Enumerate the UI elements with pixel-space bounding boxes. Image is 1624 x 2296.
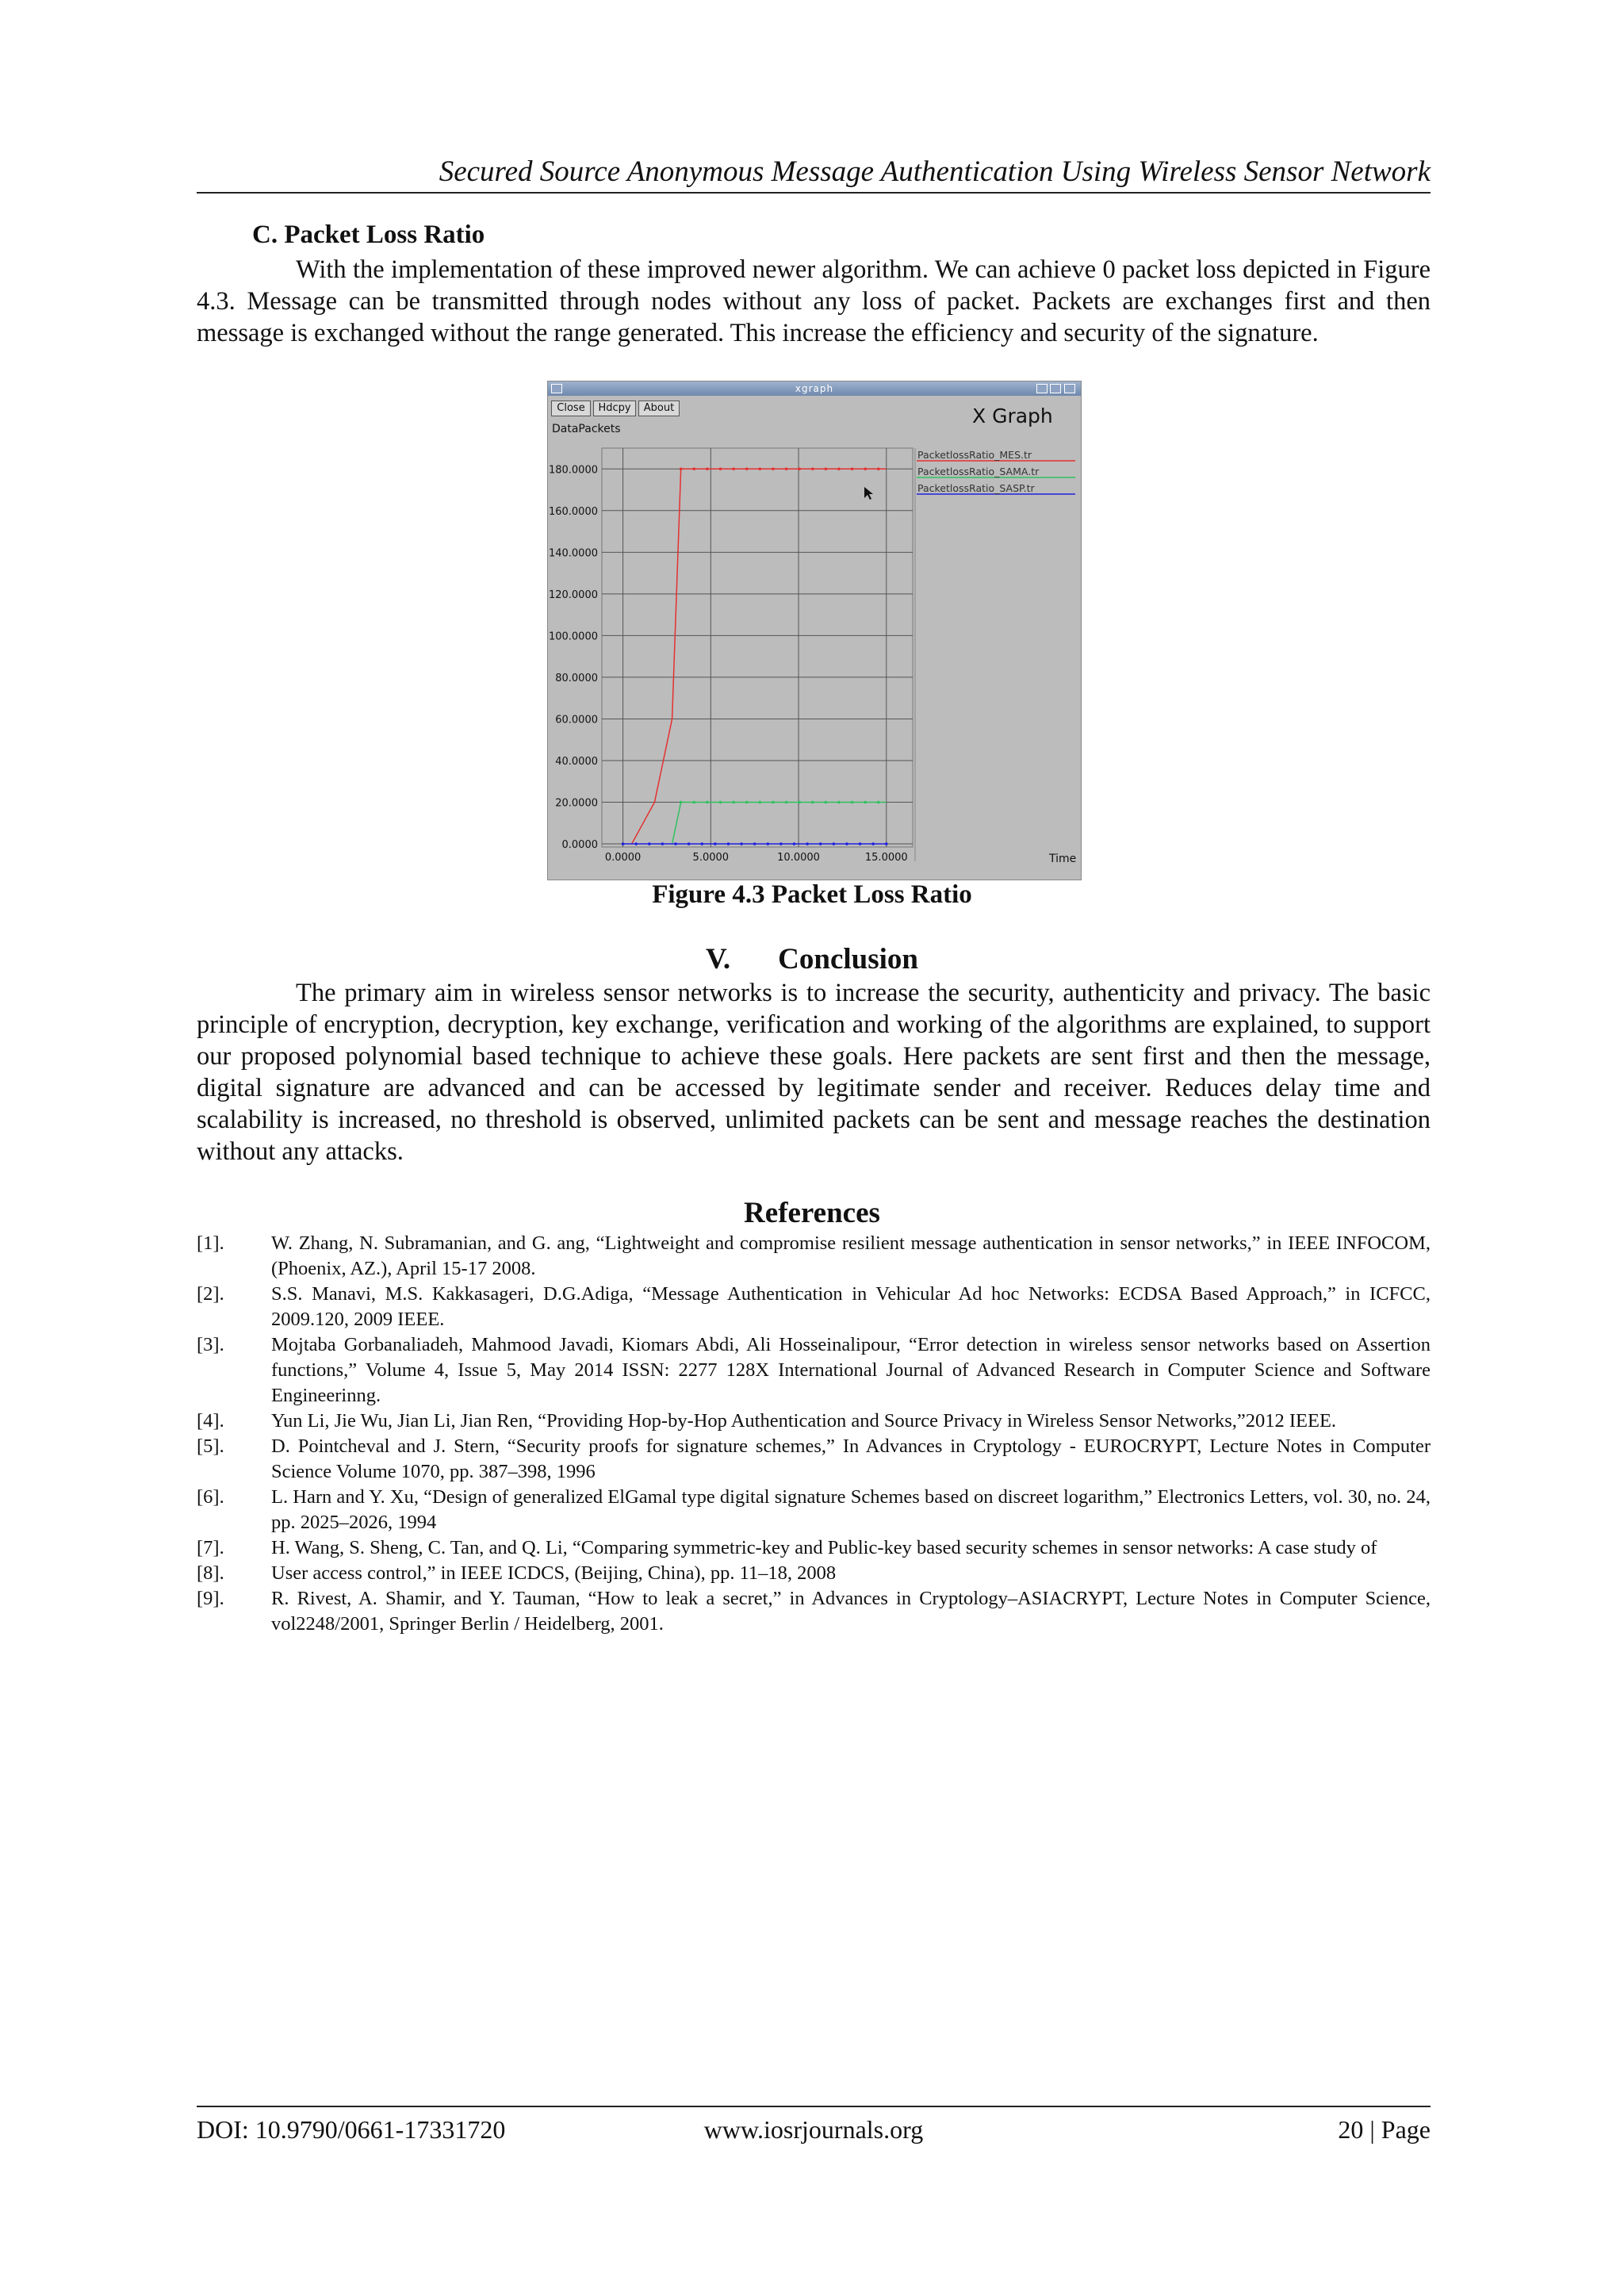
y-tick-label: 40.0000: [555, 755, 598, 768]
data-point: [877, 801, 880, 804]
reference-text: Mojtaba Gorbanaliadeh, Mahmood Javadi, Kiomars Abdi, Ali Hosseinalipour, “Error detection in wireless sensor networks based on Assertion functions,” Volume 4, Issue 5, May 2014 ISSN: 2277 128X International Journal of Advanced Research in Computer Science and Software Engineerinng.: [271, 1334, 1431, 1406]
y-tick-label: 100.0000: [548, 631, 598, 643]
x-tick-label: 15.0000: [864, 852, 908, 864]
reference-text: User access control,” in IEEE ICDCS, (Beijing, China), pp. 11–18, 2008: [271, 1562, 837, 1584]
reference-text: S.S. Manavi, M.S. Kakkasageri, D.G.Adiga, “Message Authentication in Vehicular Ad hoc Networks: ECDSA Based Approach,” in ICFCC, 2009.120, 2009 IEEE.: [271, 1283, 1431, 1330]
data-point: [732, 467, 735, 470]
data-point: [766, 842, 769, 845]
reference-number: [5].: [197, 1435, 224, 1457]
y-tick-label: 140.0000: [548, 547, 598, 560]
data-point: [759, 801, 762, 804]
reference-text: R. Rivest, A. Shamir, and Y. Tauman, “How to leak a secret,” in Advances in Cryptology–ASIACRYPT, Lecture Notes in Computer Science, vol2248/2001, Springer Berlin / Heidelberg, 2001.: [271, 1588, 1431, 1635]
reference-item: [197, 1561, 1431, 1586]
data-point: [851, 467, 854, 470]
x-axis-label: Time: [1049, 853, 1077, 865]
data-point: [825, 801, 828, 804]
data-point: [706, 467, 709, 470]
data-point: [785, 801, 788, 804]
legend-label: PacketlossRatio_SASP.tr: [917, 482, 1035, 494]
section-c-paragraph: With the implementation of these improved newer algorithm. We can achieve 0 packet loss depicted in Figure 4.3. Message can be transmitted through nodes without any loss of packet. Packets are exchanges first and then message is exchanged without the range generated. This increase the efficiency and security of the signature.: [197, 255, 1431, 347]
legend-label: PacketlossRatio_SAMA.tr: [917, 466, 1040, 477]
xgraph-logo: X Graph: [972, 404, 1053, 427]
reference-item: [197, 1332, 1431, 1409]
data-point: [680, 467, 683, 470]
data-point: [819, 842, 822, 845]
y-tick-label: 80.0000: [555, 672, 598, 684]
reference-number: [3].: [197, 1334, 224, 1355]
data-point: [706, 801, 709, 804]
reference-item: [197, 1282, 1431, 1332]
references-list: [197, 1231, 1431, 1637]
reference-text: L. Harn and Y. Xu, “Design of generalized ElGamal type digital signature Schemes based on discreet logarithm,” Electronics Letters, vol. 30, no. 24, pp. 2025–2026, 1994: [271, 1486, 1431, 1533]
running-header: [197, 152, 1431, 194]
y-tick-label: 0.0000: [561, 839, 598, 852]
data-point: [692, 467, 695, 470]
data-point: [859, 842, 862, 845]
data-point: [740, 842, 743, 845]
data-point: [851, 801, 854, 804]
data-point: [864, 801, 867, 804]
y-tick-label: 60.0000: [555, 714, 598, 726]
data-point: [811, 467, 814, 470]
data-point: [719, 801, 722, 804]
footer-website: www.iosrjournals.org: [703, 2115, 924, 2144]
data-point: [871, 842, 875, 845]
data-point: [732, 801, 735, 804]
series-line-1: [672, 803, 887, 845]
reference-number: [6].: [197, 1486, 224, 1508]
references-title: References: [744, 1197, 880, 1229]
data-point: [745, 801, 749, 804]
data-point: [759, 467, 762, 470]
data-point: [753, 842, 756, 845]
data-point: [885, 842, 888, 845]
data-point: [700, 842, 703, 845]
mouse-cursor-icon: [864, 487, 873, 500]
y-tick-label: 180.0000: [548, 464, 598, 477]
x-tick-label: 5.0000: [692, 852, 730, 864]
plot-frame: [602, 448, 913, 847]
reference-number: [8].: [197, 1562, 224, 1584]
xgraph-window: [547, 381, 1082, 880]
conclusion-number: V.: [705, 943, 731, 976]
data-point: [692, 801, 695, 804]
reference-number: [2].: [197, 1283, 224, 1305]
data-point: [779, 842, 783, 845]
reference-item: [197, 1434, 1431, 1485]
x-tick-label: 0.0000: [604, 852, 642, 864]
reference-item: [197, 1586, 1431, 1637]
data-point: [798, 801, 801, 804]
xgraph-window-title: xgraph: [795, 383, 834, 394]
data-point: [785, 467, 788, 470]
reference-item: [197, 1409, 1431, 1434]
page-footer: [197, 2106, 1431, 2144]
data-point: [877, 467, 880, 470]
y-tick-label: 160.0000: [548, 505, 598, 518]
data-point: [837, 801, 841, 804]
data-point: [837, 467, 841, 470]
reference-item: [197, 1231, 1431, 1282]
data-point: [714, 842, 717, 845]
legend-label: PacketlossRatio_MES.tr: [917, 449, 1032, 461]
reference-text: H. Wang, S. Sheng, C. Tan, and Q. Li, “Comparing symmetric-key and Public-key based security schemes in sensor networks: A case study of: [271, 1537, 1377, 1558]
about-button[interactable]: About: [638, 401, 680, 416]
packet-loss-chart: [548, 381, 1081, 880]
data-point: [811, 801, 814, 804]
data-point: [806, 842, 809, 845]
figure-caption: Figure 4.3 Packet Loss Ratio: [652, 880, 972, 909]
data-point: [674, 842, 677, 845]
series-line-0: [632, 469, 887, 844]
y-tick-label: 120.0000: [548, 588, 598, 601]
conclusion-paragraph: The primary aim in wireless sensor networks is to increase the security, authenticity and privacy. The basic principle of encryption, decryption, key exchange, verification and working of the algorithms are explained, to support our proposed polynomial based technique to achieve these goals. Here packets are sent first and then the message, digital signature are advanced and can be accessed by legitimate sender and receiver. Reduces delay time and scalability is increased, no threshold is observed, unlimited packets can be sent and message reaches the destination without any attacks.: [197, 979, 1431, 1166]
data-point: [798, 467, 801, 470]
data-point: [833, 842, 836, 845]
data-point: [864, 467, 867, 470]
data-point: [680, 801, 683, 804]
data-point: [661, 842, 665, 845]
x-tick-label: 10.0000: [777, 852, 820, 864]
hdcpy-button[interactable]: Hdcpy: [593, 401, 636, 416]
y-tick-label: 20.0000: [555, 797, 598, 810]
data-point: [825, 467, 828, 470]
data-point: [745, 467, 749, 470]
header-title: Secured Source Anonymous Message Authentication Using Wireless Sensor Network: [439, 155, 1431, 188]
conclusion-title: Conclusion: [778, 943, 919, 976]
reference-number: [4].: [197, 1410, 224, 1432]
data-point: [688, 842, 691, 845]
reference-item: [197, 1535, 1431, 1561]
reference-text: Yun Li, Jie Wu, Jian Li, Jian Ren, “Providing Hop-by-Hop Authentication and Source Privacy in Wireless Sensor Networks,”2012 IEEE.: [271, 1410, 1337, 1432]
conclusion-heading: [0, 942, 1624, 976]
reference-number: [7].: [197, 1537, 224, 1558]
data-point: [719, 467, 722, 470]
data-point: [772, 801, 775, 804]
section-c-title: C. Packet Loss Ratio: [252, 220, 485, 249]
footer-doi: DOI: 10.9790/0661-17331720: [197, 2115, 506, 2144]
data-point: [772, 467, 775, 470]
footer-page-number: 20 | Page: [1338, 2115, 1431, 2144]
reference-text: D. Pointcheval and J. Stern, “Security proofs for signature schemes,” In Advances in Cryptology - EUROCRYPT, Lecture Notes in Computer Science Volume 1070, pp. 387–398, 1996: [271, 1435, 1431, 1482]
data-point: [793, 842, 796, 845]
reference-text: W. Zhang, N. Subramanian, and G. ang, “Lightweight and compromise resilient message authentication in sensor networks,” in IEEE INFOCOM, (Phoenix, AZ.), April 15-17 2008.: [271, 1232, 1431, 1279]
data-point: [727, 842, 730, 845]
reference-number: [1].: [197, 1232, 224, 1254]
reference-number: [9].: [197, 1588, 224, 1609]
close-button[interactable]: Close: [551, 401, 591, 416]
reference-item: [197, 1485, 1431, 1535]
data-point: [845, 842, 848, 845]
data-point: [648, 842, 651, 845]
data-point: [634, 842, 638, 845]
y-axis-label: DataPackets: [552, 423, 621, 435]
data-point: [622, 842, 625, 845]
